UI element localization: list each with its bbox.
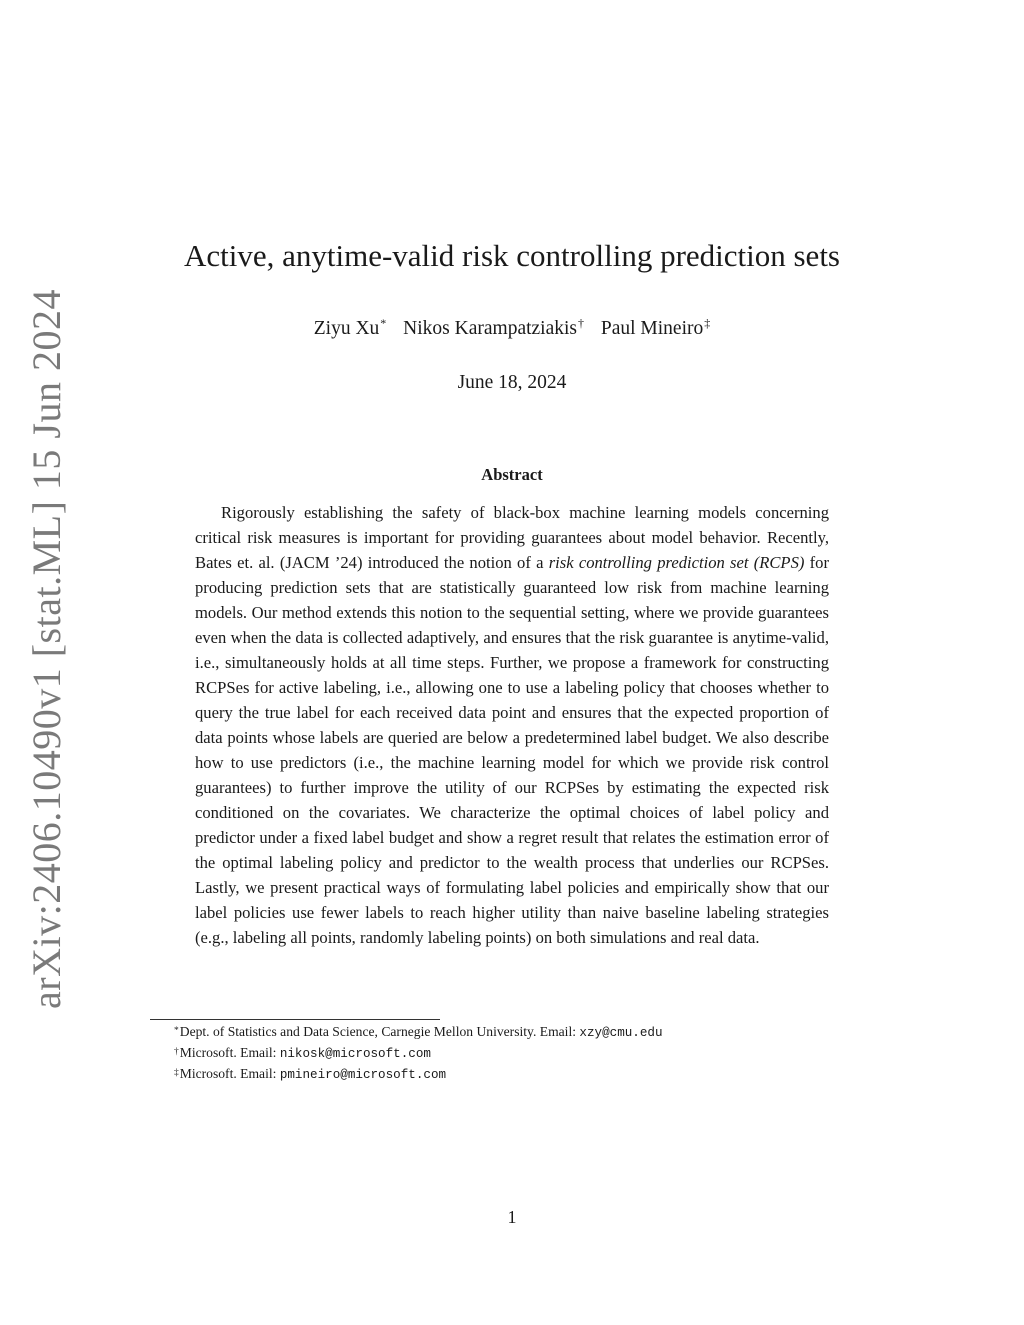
footnote-email: xzy@cmu.edu: [579, 1026, 663, 1040]
author-2: [403, 318, 584, 339]
footnote-email: nikosk@microsoft.com: [279, 1047, 431, 1061]
author-name: Paul Mineiro: [600, 318, 704, 339]
footnote-mark: †: [174, 1047, 179, 1057]
footnote-divider: [150, 1019, 440, 1020]
arxiv-identifier-stamp: arXiv:2406.10490v1 [stat.ML] 15 Jun 2024: [23, 289, 69, 1009]
author-3: [601, 318, 710, 339]
paper-title: Active, anytime-valid risk controlling prediction sets: [183, 238, 840, 273]
abstract-emphasis: risk controlling prediction set (RCPS): [548, 553, 805, 572]
author-name: Ziyu Xu: [313, 318, 380, 339]
author-name: Nikos Karampatziakis: [403, 318, 577, 339]
footnote-mark: *: [174, 1026, 179, 1036]
footnotes: [174, 1022, 854, 1085]
footnote-text: Microsoft. Email:: [179, 1066, 280, 1081]
footnote-2: [174, 1043, 854, 1064]
footnote-3: [174, 1064, 854, 1085]
page-number: 1: [507, 1207, 517, 1227]
abstract-text: [195, 500, 829, 950]
publication-date: June 18, 2024: [457, 372, 567, 393]
author-list: [0, 318, 1024, 340]
author-1: [314, 318, 387, 339]
footnote-email: pmineiro@microsoft.com: [279, 1068, 447, 1082]
abstract-text-part-2: for producing prediction sets that are statistically guaranteed low risk from machine learning models. Our method extends this notion to the sequential setting, where we provide guarantees even when the data is collected adaptively, and ensures that the risk guarantee is anytime-valid, i.e., simultaneously holds at all time steps. Further, we propose a framework for constructing RCPSes for active labeling, i.e., allowing one to use a labeling policy that chooses whether to query the true label for each received data point and ensures that the expected proportion of data points whose labels are queried are below a predetermined label budget. We also describe how to use predictors (i.e., the machine learning model for which we provide risk control guarantees) to further improve the utility of our RCPSes by estimating the expected risk conditioned on the covariates. We characterize the optimal choices of label policy and predictor under a fixed label budget and show a regret result that relates the estimation error of the optimal labeling policy and predictor to the wealth process that underlies our RCPSes. Lastly, we present practical ways of formulating label policies and empirically show that our label policies use fewer labels to reach higher utility than naive baseline labeling strategies (e.g., labeling all points, randomly labeling points) on both simulations and real data.: [195, 553, 829, 947]
author-footnote-mark: †: [578, 316, 584, 330]
author-footnote-mark: ‡: [704, 316, 711, 330]
author-footnote-mark: *: [380, 316, 387, 330]
footnote-text: Microsoft. Email:: [179, 1045, 280, 1060]
footnote-1: [174, 1022, 854, 1043]
footnote-text: Dept. of Statistics and Data Science, Carnegie Mellon University. Email:: [179, 1024, 580, 1039]
abstract-heading: Abstract: [481, 465, 543, 484]
footnote-mark: ‡: [174, 1068, 179, 1078]
abstract-text-part-1: Rigorously establishing the safety of black-box machine learning models concerning critical risk measures is important for providing guarantees about model behavior. Recently, Bates et. al. (JACM ’24) introduced the notion of a: [195, 503, 829, 572]
